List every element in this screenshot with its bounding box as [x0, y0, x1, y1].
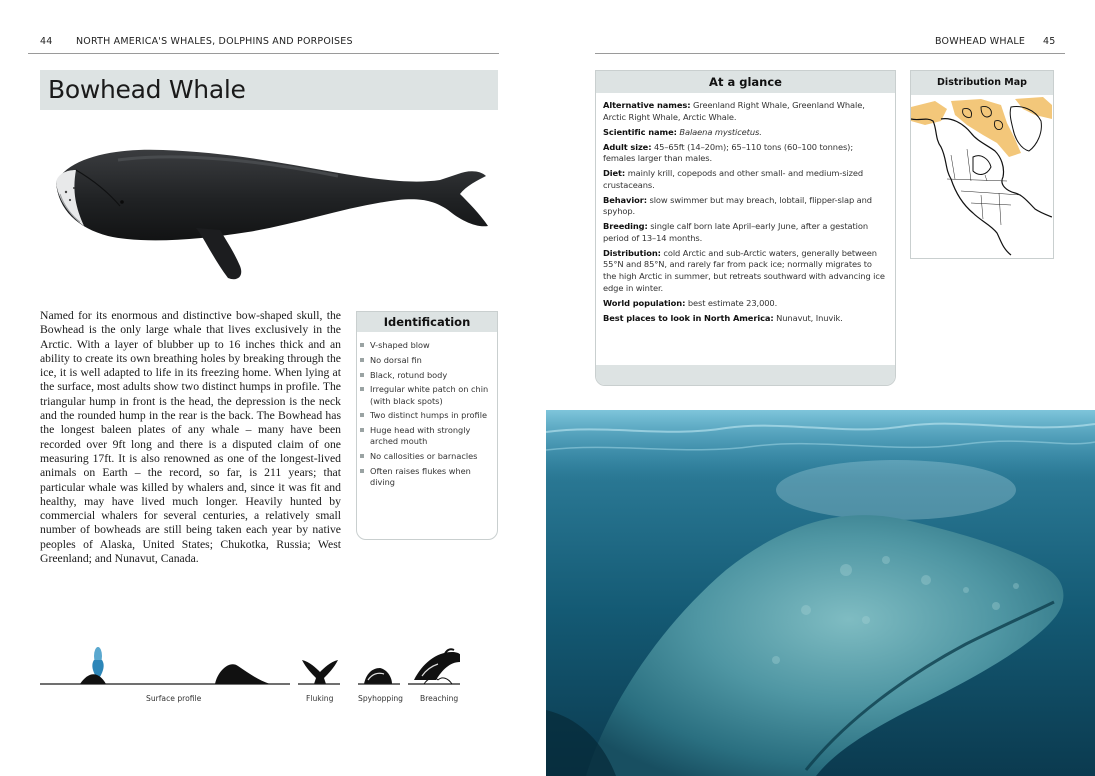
distribution-map-heading: Distribution Map [911, 71, 1053, 95]
sci-name-row: Scientific name: Balaena mysticetus. [603, 126, 762, 137]
at-a-glance-footer [596, 365, 895, 385]
breach-icon [408, 649, 460, 684]
identification-heading: Identification [357, 312, 497, 332]
breaching-label: Breaching [420, 694, 459, 703]
whale-illustration [48, 140, 493, 285]
spyhopping-label: Spyhopping [358, 694, 403, 703]
list-item: No callosities or barnacles [369, 451, 493, 462]
surface-profile-label: Surface profile [146, 694, 202, 703]
head-hump-icon [80, 674, 106, 684]
fluke-icon [298, 660, 340, 684]
list-item: Black, rotund body [369, 370, 493, 381]
at-a-glance-heading: At a glance [596, 71, 895, 93]
page-number-right: 45 [1043, 36, 1056, 47]
list-item: V-shaped blow [369, 340, 493, 351]
fluking-label: Fluking [306, 694, 334, 703]
body-text: Named for its enormous and distinctive bow-shaped skull, the Bowhead is the only large whale that lives exclusively in the Arctic. With a layer of blubber up to 16 inches thick and an ability to create its own breathing holes by breaking through the ice, it is well adapted to life in its freezing home. When lying at the surface, most adults show two distinct humps in profile. The triangular hump in front is the head, the depression is the neck and the rounded hump in the rear is the back. The Bowhead has the longest baleen plates of any whale – many have been recorded over 9ft long and there is a disputed claim of one measuring 17ft. It is also renowned as one of the longest-lived animals on Earth – the record, so far, is 211 years; that particular whale was killed by whalers and, since it was fit and healthy, may have lived much longer. Heavily hunted by commercial whalers for several centuries, a relatively small number of bowheads are still being taken each year by native peoples of Alaska, United States; Chukotka, Russia; West Greenland; and Nunavut, Canada. [40, 309, 341, 566]
places-row: Best places to look in North America: Nunavut, Inuvik. [603, 312, 843, 323]
running-head-left: NORTH AMERICA'S WHALES, DOLPHINS AND PORPOISES [76, 36, 353, 47]
identification-list [357, 332, 497, 488]
distribution-map-box [910, 70, 1054, 259]
distribution-map [911, 95, 1052, 257]
diet-row: Diet: mainly krill, copepods and other small- and medium-sized crustaceans. [603, 168, 864, 190]
header-rule-left [28, 53, 499, 54]
spyhop-icon [358, 668, 400, 684]
bullet-icon [360, 469, 364, 473]
identification-box [356, 311, 498, 540]
population-row: World population: best estimate 23,000. [603, 297, 778, 308]
behavior-row: Behavior: slow swimmer but may breach, lobtail, flipper-slap and spyhop. [603, 194, 872, 217]
bullet-icon [360, 387, 364, 391]
bullet-icon [360, 373, 364, 377]
list-item: Often raises flukes when diving [369, 466, 493, 488]
header-rule-right [595, 53, 1065, 54]
running-head-right: BOWHEAD WHALE [935, 36, 1026, 47]
list-item: Huge head with strongly arched mouth [369, 425, 493, 447]
back-hump-icon [215, 664, 270, 684]
distribution-row: Distribution: cold Arctic and sub-Arctic waters, generally between 55°N and 85°N, and rarely far from pack ice; normally migrates to the high Arctic in summer, but retreats southward with advancing ice edge in winter. [603, 247, 885, 293]
alt-names-row: Alternative names: Greenland Right Whale, Greenland Whale, Arctic Right Whale, Arctic Whale. [603, 100, 865, 122]
breeding-row: Breeding: single calf born late April–early June, after a gestation period of 13–14 months. [603, 221, 868, 243]
title-bar [40, 70, 498, 110]
list-item: Irregular white patch on chin (with black spots) [369, 384, 493, 406]
bullet-icon [360, 428, 364, 432]
page-number-left: 44 [40, 36, 53, 47]
underwater-whale-photo [546, 410, 1095, 776]
list-item: Two distinct humps in profile [369, 410, 493, 421]
bullet-icon [360, 413, 364, 417]
bullet-icon [360, 358, 364, 362]
bullet-icon [360, 454, 364, 458]
at-a-glance-box [595, 70, 896, 386]
bullet-icon [360, 343, 364, 347]
at-a-glance-body [596, 93, 895, 324]
list-item: No dorsal fin [369, 355, 493, 366]
page-title: Bowhead Whale [48, 75, 246, 104]
size-row: Adult size: 45–65ft (14–20m); 65–110 tons (60–100 tonnes); females larger than males. [603, 141, 854, 164]
